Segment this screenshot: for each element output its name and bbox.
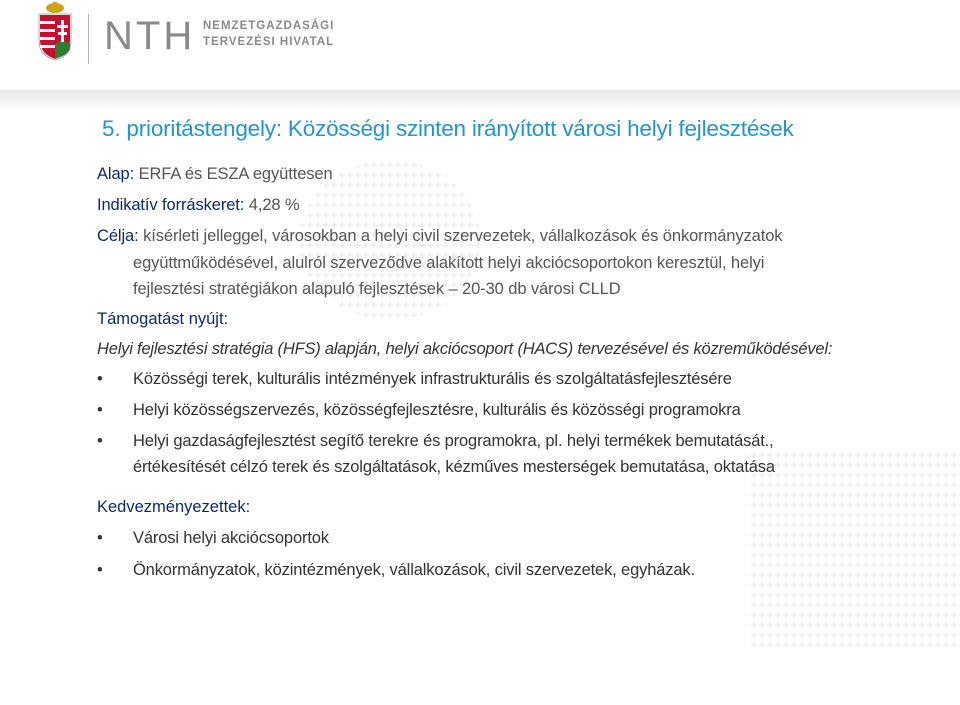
bullet-icon: • <box>97 561 103 579</box>
goal-text-2: együttműködésével, alulról szerveződve alakított helyi akciócsoportokon keresztül, helyi <box>133 254 765 272</box>
bullet-icon: • <box>97 370 103 388</box>
fund-label: Alap: <box>97 165 135 183</box>
fund-value: ERFA és ESZA együttesen <box>134 165 333 183</box>
support-item-3: Helyi gazdaságfejlesztést segítő terekre és programokra, pl. helyi termékek bemutatását., <box>133 432 774 450</box>
budget-line <box>97 196 300 215</box>
goal-line <box>97 227 782 246</box>
beneficiaries-heading: Kedvezményezettek: <box>97 498 251 516</box>
bullet-icon: • <box>97 401 103 419</box>
logo-line-2: TERVEZÉSI HIVATAL <box>203 36 335 48</box>
goal-label: Célja: <box>97 227 139 245</box>
beneficiary-item-1: Városi helyi akciócsoportok <box>133 529 329 547</box>
budget-label: Indikatív forráskeret: <box>97 196 245 214</box>
fund-line <box>97 165 333 184</box>
support-intro: Helyi fejlesztési stratégia (HFS) alapján, helyi akciócsoport (HACS) tervezésével és közreműködésével: <box>97 340 833 358</box>
slide-title: 5. prioritástengely: Közösségi szinten irányított városi helyi fejlesztések <box>102 116 794 141</box>
support-heading: Támogatást nyújt: <box>97 310 229 328</box>
goal-text-1: kísérleti jelleggel, városokban a helyi civil szervezetek, vállalkozások és önkormányzatok <box>138 227 783 245</box>
goal-text-3: fejlesztési stratégiákon alapuló fejlesztések – 20-30 db városi CLLD <box>133 280 621 298</box>
bullet-icon: • <box>97 529 103 547</box>
bullet-icon: • <box>97 432 103 450</box>
support-item-2: Helyi közösségszervezés, közösségfejlesztésre, kulturális és közösségi programokra <box>133 401 741 419</box>
logo-mark: NTH <box>104 14 196 58</box>
support-item-3-cont: értékesítését célzó terek és szolgáltatások, kézműves mesterségek bemutatása, oktatása <box>133 458 775 476</box>
logo-line-1: NEMZETGAZDASÁGI <box>203 20 335 32</box>
support-item-1: Közösségi terek, kulturális intézmények infrastrukturális és szolgáltatásfejlesztésére <box>133 370 732 388</box>
budget-value: 4,28 % <box>244 196 300 214</box>
beneficiary-item-2: Önkormányzatok, közintézmények, vállalkozások, civil szervezetek, egyházak. <box>133 561 695 579</box>
